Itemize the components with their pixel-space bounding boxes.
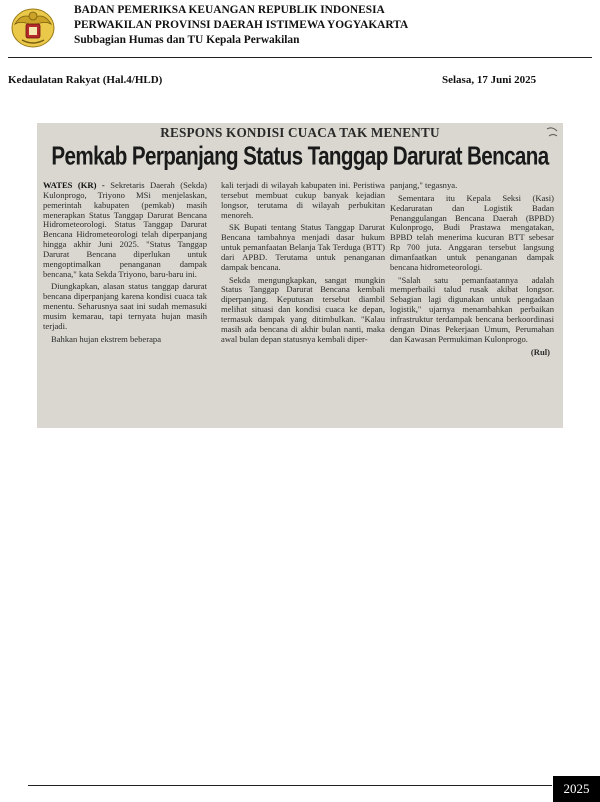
institution-branch: PERWAKILAN PROVINSI DAERAH ISTIMEWA YOGYAKARTA [74, 19, 409, 31]
article-column-3 [390, 181, 554, 428]
footer-divider [28, 785, 552, 786]
article-paragraph: WATES (KR) - Sekretaris Daerah (Sekda) Kulonprogo, Triyono MSi menjelaskan, pemerintah kabupaten (pemkab) masih menerapkan Status Tanggap Darurat Bencana Hidrometeorologi. Status Tanggap Darurat Bencana Hidrometeorologi telah diperpanjang hingga akhir Juni 2025. "Status Tanggap Darurat Bencana diperlukan untuk mengoptimalkan penanganan dampak bencana," kata Sekda Triyono, baru-baru ini. [43, 181, 207, 279]
article-kicker: RESPONS KONDISI CUACA TAK MENENTU [160, 125, 440, 140]
article-column-1 [43, 181, 207, 428]
header-divider [8, 57, 592, 58]
article-body [37, 181, 563, 428]
article-paragraph: panjang," tegasnya. [390, 181, 458, 190]
article-paragraph: Bahkan hujan ekstrem beberapa [51, 333, 162, 344]
bpk-emblem-icon [10, 4, 56, 50]
institution-name: BADAN PEMERIKSA KEUANGAN REPUBLIK INDONESIA [74, 4, 385, 16]
article-headline: Pemkab Perpanjang Status Tanggap Darurat Bencana [51, 142, 549, 171]
footer-year-badge: 2025 [553, 776, 600, 802]
article-paragraph: kali terjadi di wilayah kabupaten ini. Peristiwa tersebut membuat cukup banyak kejadian longsor, terutama di wilayah perbukitan menoreh. [221, 181, 385, 220]
source-label: Kedaulatan Rakyat (Hal.4/HLD) [8, 74, 163, 86]
publication-date: Selasa, 17 Juni 2025 [442, 74, 537, 86]
dateline: WATES (KR) - [43, 181, 105, 190]
article-paragraph: Diungkapkan, alasan status tanggap darurat bencana diperpanjang karena kondisi cuaca tak menentu. Seharusnya saat ini sudah memasuki musim kemarau, tapi ternyata hujan masih terjadi. [43, 281, 207, 331]
article-column-2 [221, 181, 385, 428]
article-paragraph: Sekda mengungkapkan, sangat mungkin Status Tanggap Darurat Bencana kembali diperpanjang. Keputusan tersebut diambil melihat situasi dan kondisi cuaca ke depan, termasuk dampak yang ditimbulkan. "Kalau masih ada bencana di akhir bulan nanti, maka awal bulan depan statusnya kembali diper- [221, 274, 385, 344]
article-paragraph: Sementara itu Kepala Seksi (Kasi) Kedaruratan dan Logistik Badan Penanggulangan Bencana Daerah (BPBD) Kulonprogo, Budi Prastawa mengatakan, BPBD telah menerima kucuran BTT sebesar Rp 700 juta. Anggaran tersebut langsung dimanfaatkan untuk penanganan dampak bencana hidrometeorologi. [390, 192, 554, 272]
news-clipping [37, 123, 563, 428]
institution-header [74, 3, 408, 48]
author-signoff: (Rul) [530, 346, 550, 357]
institution-unit: Subbagian Humas dan TU Kepala Perwakilan [74, 34, 300, 46]
article-paragraph: "Salah satu pemanfaatannya adalah memperbaiki talud rusak akibat longsor. Sebagian lagi digunakan untuk pengadaan logistik," ujarnya menambahkan perbaikan infrastruktur terdampak bencana berkoordinasi dengan Dinas Pekerjaan Umum, Perumahan dan Kawasan Permukiman Kulonprogo. [390, 274, 554, 344]
article-paragraph: SK Bupati tentang Status Tanggap Darurat Bencana tambahnya menjadi dasar hukum untuk pemanfaatan Belanja Tak Terduga (BTT) dari APBD. Terutama untuk penanganan dampak bencana. [221, 222, 385, 272]
